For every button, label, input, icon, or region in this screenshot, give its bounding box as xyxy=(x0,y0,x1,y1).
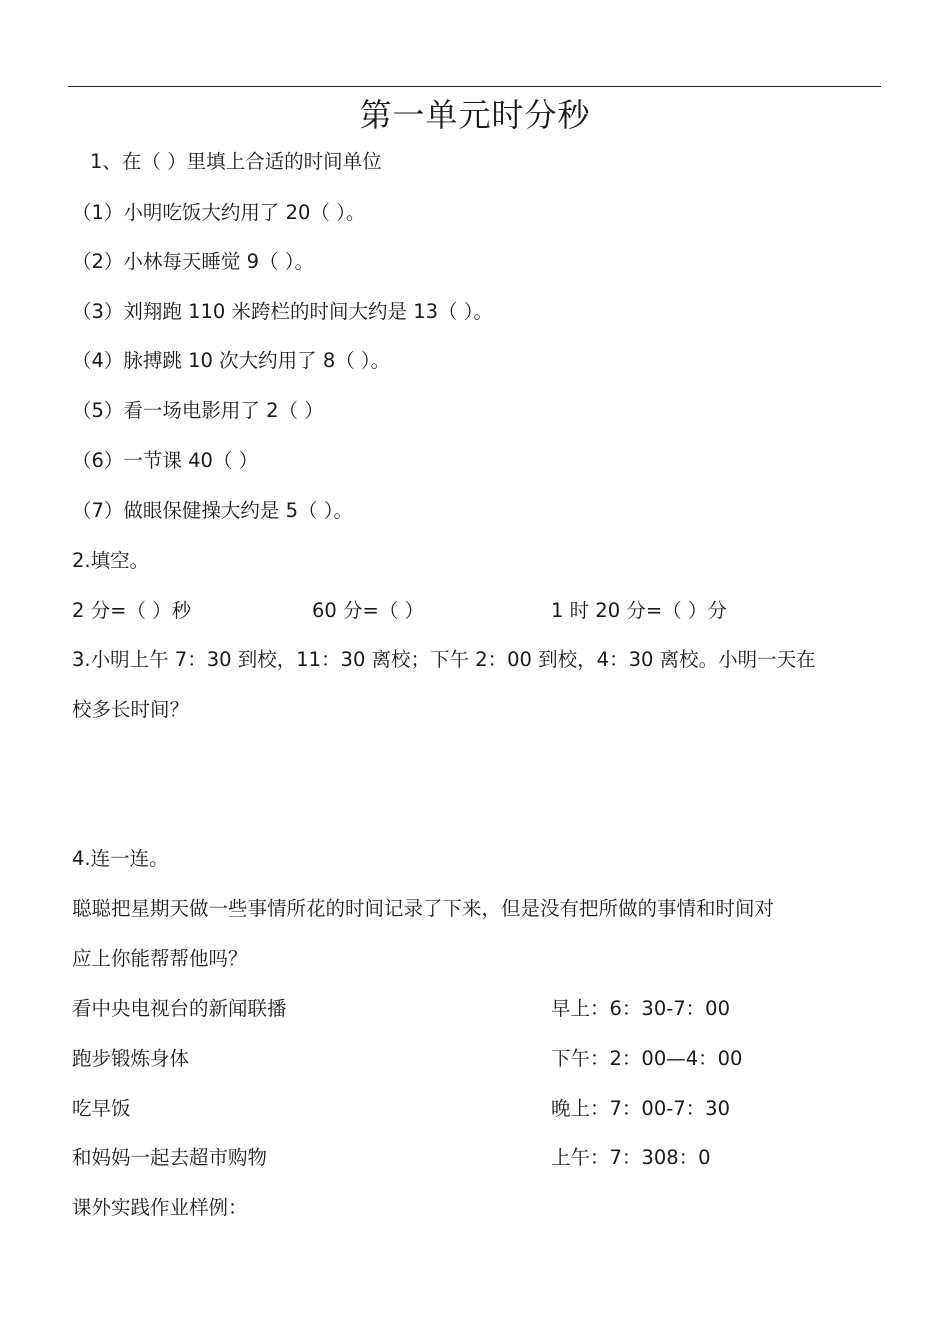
q1-item-1: （1）小明吃饭大约用了 20（ ）。 xyxy=(72,201,366,224)
footer-note: 课外实践作业样例： xyxy=(72,1196,248,1219)
q2-blank-1: 2 分=（ ）秒 xyxy=(72,599,192,622)
activity-item: 看中央电视台的新闻联播 xyxy=(72,997,287,1020)
q2-blank-2: 60 分=（ ） xyxy=(312,599,425,622)
time-item: 早上：6：30-7：00 xyxy=(551,997,730,1020)
q1-item-2: （2）小林每天睡觉 9（ ）。 xyxy=(72,250,314,273)
q1-item-3: （3）刘翔跑 110 米跨栏的时间大约是 13（ ）。 xyxy=(72,300,493,323)
q3-text-line1: 3.小明上午 7：30 到校，11：30 离校；下午 2：00 到校，4：30 离校。小明一天在 xyxy=(72,648,816,671)
activity-item: 和妈妈一起去超市购物 xyxy=(72,1146,268,1169)
activity-item: 吃早饭 xyxy=(72,1097,131,1120)
time-item: 下午：2：00—4：00 xyxy=(551,1047,743,1070)
top-rule xyxy=(68,86,881,87)
q1-item-4: （4）脉搏跳 10 次大约用了 8（ ）。 xyxy=(72,349,391,372)
q1-item-6: （6）一节课 40（ ） xyxy=(72,449,259,472)
q4-intro-line1: 聪聪把星期天做一些事情所花的时间记录了下来，但是没有把所做的事情和时间对 xyxy=(72,897,775,920)
q4-heading: 4.连一连。 xyxy=(72,847,169,870)
q2-blank-3: 1 时 20 分=（ ）分 xyxy=(551,599,727,622)
q1-item-7: （7）做眼保健操大约是 5（ ）。 xyxy=(72,499,353,522)
q2-heading: 2.填空。 xyxy=(72,549,150,572)
time-item: 上午：7：308：0 xyxy=(551,1146,711,1169)
q4-intro-line2: 应上你能帮帮他吗？ xyxy=(72,947,248,970)
activity-item: 跑步锻炼身体 xyxy=(72,1047,190,1070)
q1-item-5: （5）看一场电影用了 2（ ） xyxy=(72,399,324,422)
time-item: 晚上：7：00-7：30 xyxy=(551,1097,730,1120)
page-title: 第一单元时分秒 xyxy=(359,96,591,134)
q3-text-line2: 校多长时间？ xyxy=(72,698,190,721)
q1-heading: 1、在（ ）里填上合适的时间单位 xyxy=(90,150,382,173)
